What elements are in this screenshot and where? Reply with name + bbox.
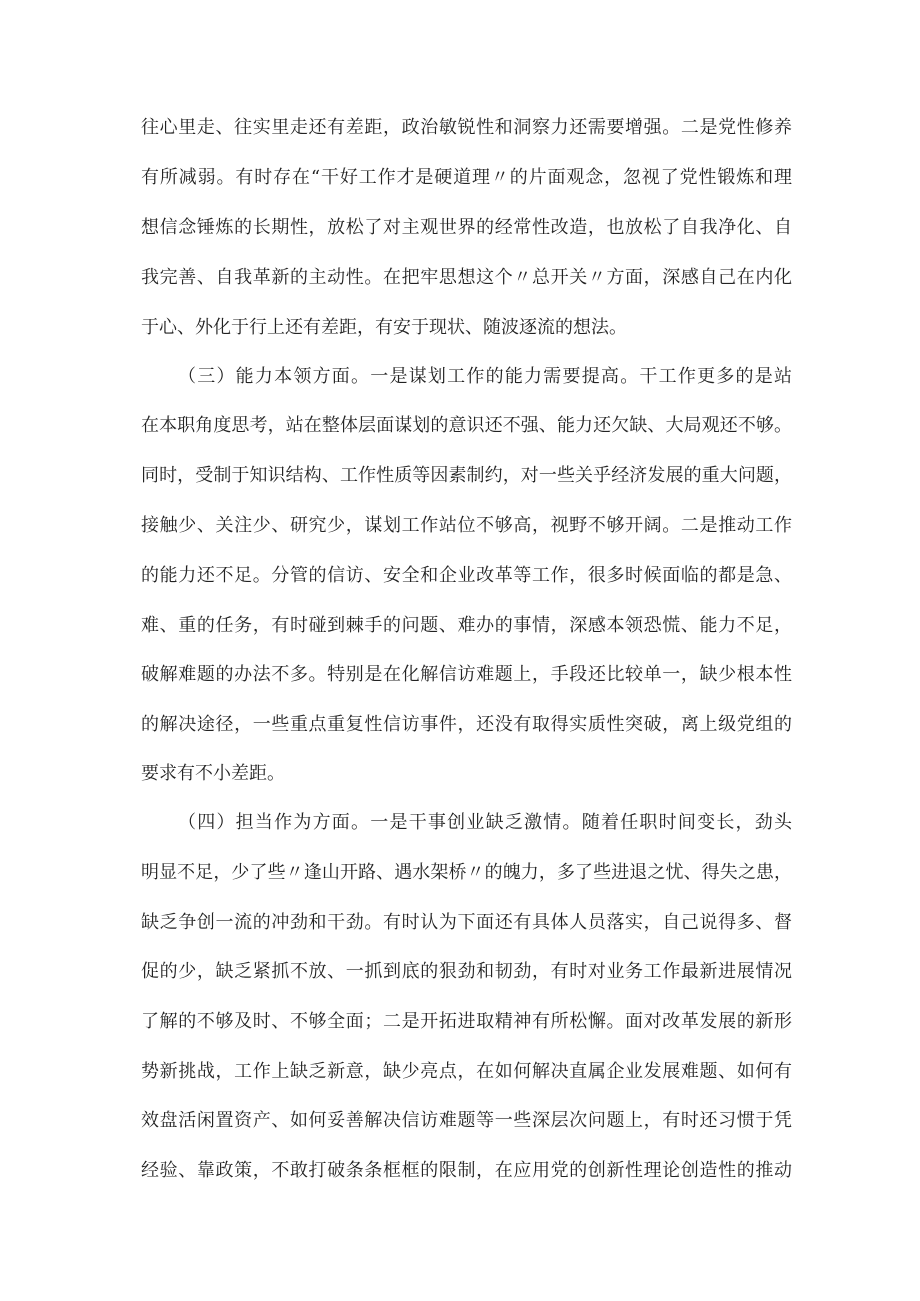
text-line: 往心里走、往实里走还有差距，政治敏锐性和洞察力还需要增强。二是党性修养	[141, 117, 792, 138]
text-line: 难、重的任务，有时碰到棘手的问题、难办的事情，深感本领恐慌、能力不足，	[141, 615, 792, 636]
paragraph-first-line: （四）担当作为方面。一是干事创业缺乏激情。随着任职时间变长，劲头	[178, 812, 792, 833]
text-line: 要求有不小差距。	[141, 763, 285, 784]
text-line: 经验、靠政策，不敢打破条条框框的限制，在应用党的创新性理论创造性的推动	[141, 1160, 792, 1181]
text-line: 明显不足，少了些〃逢山开路、遇水架桥〃的魄力，多了些进退之忧、得失之患，	[141, 862, 792, 883]
text-line: 我完善、自我革新的主动性。在把牢思想这个〃总开关〃方面，深感自己在内化	[141, 267, 792, 288]
text-line: 了解的不够及时、不够全面；二是开拓进取精神有所松懈。面对改革发展的新形	[141, 1011, 792, 1032]
text-line: 效盘活闲置资产、如何妥善解决信访难题等一些深层次问题上，有时还习惯于凭	[141, 1110, 792, 1131]
text-line: 接触少、关注少、研究少，谋划工作站位不够高，视野不够开阔。二是推动工作	[141, 515, 792, 536]
paragraph-first-line: （三）能力本领方面。一是谋划工作的能力需要提高。干工作更多的是站	[178, 366, 792, 387]
text-line: 同时，受制于知识结构、工作性质等因素制约，对一些关乎经济发展的重大问题，	[141, 465, 792, 486]
text-line: 的解决途径，一些重点重复性信访事件，还没有取得实质性突破，离上级党组的	[141, 714, 792, 735]
text-line: 势新挑战，工作上缺乏新意，缺少亮点，在如何解决直属企业发展难题、如何有	[141, 1061, 792, 1082]
text-line: 促的少，缺乏紧抓不放、一抓到底的狠劲和韧劲，有时对业务工作最新进展情况	[141, 961, 792, 982]
text-line: 想信念锤炼的长期性，放松了对主观世界的经常性改造，也放松了自我净化、自	[141, 217, 792, 238]
text-line: 在本职角度思考，站在整体层面谋划的意识还不强、能力还欠缺、大局观还不够。	[141, 415, 792, 436]
text-line: 于心、外化于行上还有差距，有安于现状、随波逐流的想法。	[141, 317, 627, 338]
text-line: 破解难题的办法不多。特别是在化解信访难题上，手段还比较单一，缺少根本性	[141, 664, 792, 685]
text-line: 有所减弱。有时存在“干好工作才是硬道理〃的片面观念，忽视了党性锻炼和理	[141, 167, 792, 188]
text-line: 的能力还不足。分管的信访、安全和企业改革等工作，很多时候面临的都是急、	[141, 565, 792, 586]
text-line: 缺乏争创一流的冲劲和干劲。有时认为下面还有具体人员落实，自己说得多、督	[141, 912, 792, 933]
